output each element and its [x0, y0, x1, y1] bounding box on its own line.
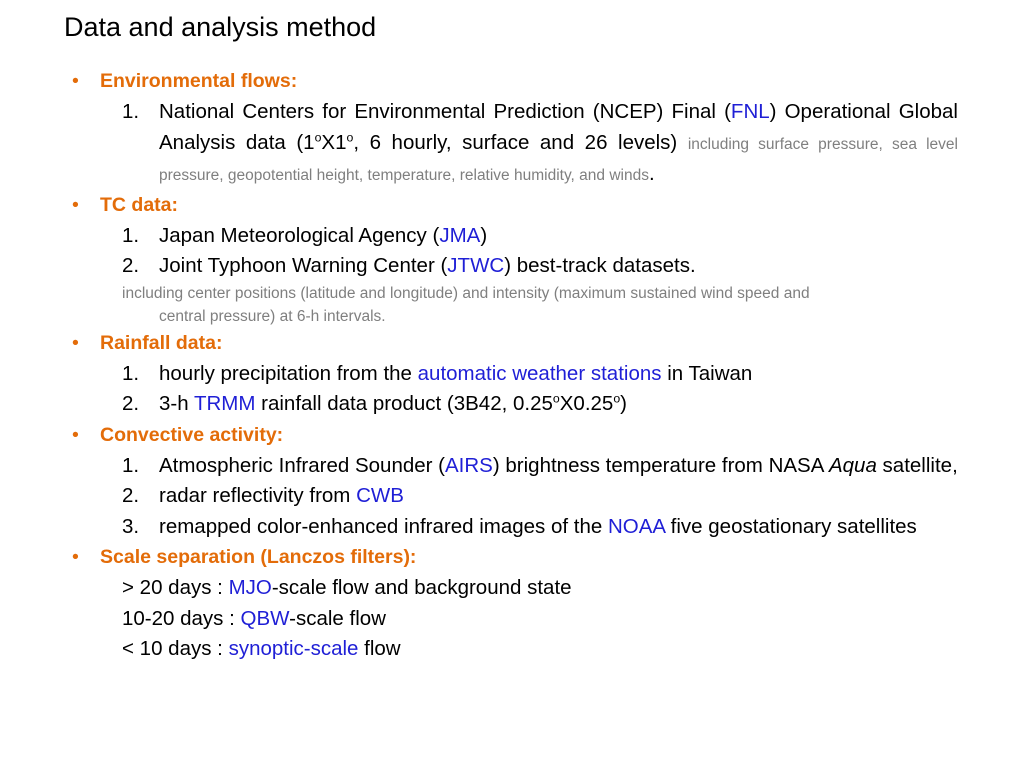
item-text: five geostationary satellites — [664, 514, 917, 538]
note-line: including center positions (latitude and longitude) and intensity (maximum sustained wind speed and — [122, 284, 810, 302]
item-text: ) — [620, 392, 627, 415]
bullet-icon: • — [72, 546, 79, 568]
section-heading-label: Convective activity: — [100, 423, 284, 446]
item-text: Joint Typhoon Warning Center ( — [159, 254, 448, 277]
link-fnl[interactable]: FNL — [730, 100, 770, 123]
item-text: 10-20 days : — [122, 606, 241, 630]
item-text: X0.25 — [559, 392, 614, 415]
item-text: hourly precipitation from the — [159, 361, 418, 385]
item-number: 2. — [122, 484, 140, 507]
slide-title: Data and analysis method — [64, 12, 377, 42]
item-text: X1 — [321, 130, 347, 154]
list-item-cwb — [122, 481, 958, 512]
list-item-ncep-fnl — [122, 97, 958, 190]
link-airs[interactable]: AIRS — [445, 453, 493, 477]
section-heading-label: Environmental flows: — [100, 70, 298, 92]
list-item-jtwc — [122, 251, 958, 282]
item-text: Japan Meteorological Agency ( — [159, 223, 440, 247]
item-text: Atmospheric Infrared Sounder ( — [159, 453, 445, 477]
link-noaa[interactable]: NOAA — [608, 514, 665, 538]
tc-data-note — [122, 282, 958, 328]
link-trmm[interactable]: TRMM — [193, 392, 256, 415]
section-heading-label: TC data: — [100, 193, 178, 216]
link-synoptic-scale[interactable]: synoptic-scale — [228, 637, 359, 660]
item-text: -scale flow — [289, 606, 386, 630]
link-cwb[interactable]: CWB — [356, 484, 404, 507]
item-text: National Centers for Environmental Prediction (NCEP) Final ( — [159, 100, 731, 123]
scale-line-mjo — [122, 573, 958, 604]
degree-superscript: o — [346, 130, 354, 145]
item-text: ) Operational Global Analysis data (1 — [159, 100, 958, 154]
section-heading-rainfall-data — [72, 328, 958, 359]
section-heading-convective-activity — [72, 420, 958, 451]
list-item-airs — [122, 451, 958, 482]
link-jtwc[interactable]: JTWC — [447, 254, 505, 277]
item-text: < 10 days : — [122, 637, 229, 660]
item-text: 3-h — [159, 392, 194, 415]
list-item-aws — [122, 359, 958, 390]
section-heading-environmental-flows — [72, 66, 958, 97]
bullet-icon: • — [72, 193, 79, 216]
item-number: 1. — [122, 100, 140, 123]
degree-superscript: o — [314, 130, 322, 145]
item-number: 2. — [122, 254, 140, 277]
item-number: 2. — [122, 392, 140, 415]
scale-line-qbw — [122, 604, 958, 635]
item-text: -scale flow and background state — [271, 576, 572, 599]
item-text: remapped color-enhanced infrared images of the — [159, 514, 608, 538]
item-text: flow — [358, 637, 401, 660]
item-number: 1. — [122, 453, 140, 477]
item-italic-text: Aqua — [828, 453, 877, 477]
link-automatic-weather-stations[interactable]: automatic weather stations — [417, 361, 662, 385]
link-mjo[interactable]: MJO — [228, 576, 272, 599]
item-text: ) brightness temperature from NASA — [492, 453, 829, 477]
degree-superscript: o — [613, 391, 621, 406]
item-text: rainfall data product (3B42, 0.25 — [255, 392, 553, 415]
list-item-trmm — [122, 389, 958, 420]
degree-superscript: o — [552, 391, 560, 406]
item-text: > 20 days : — [122, 576, 229, 599]
item-text: , 6 hourly, surface and 26 levels) — [353, 130, 678, 154]
item-number: 1. — [122, 223, 140, 247]
link-qbw[interactable]: QBW — [240, 606, 290, 630]
section-heading-scale-separation — [72, 542, 958, 573]
bullet-icon: • — [72, 70, 79, 92]
item-text: radar reflectivity from — [159, 484, 357, 507]
note-line: central pressure) at 6-h intervals. — [159, 307, 386, 325]
bullet-icon: • — [72, 423, 79, 446]
list-item-jma — [122, 221, 958, 252]
section-heading-label: Rainfall data: — [100, 331, 223, 354]
item-note: including surface pressure, sea level pressure, geopotential height, temperature, relative humidity, and winds — [159, 135, 958, 184]
section-heading-label: Scale separation (Lanczos filters): — [100, 546, 417, 568]
scale-line-synoptic — [122, 634, 958, 665]
item-end-punct: . — [648, 161, 655, 185]
bullet-icon: • — [72, 331, 79, 354]
section-heading-tc-data — [72, 190, 958, 221]
item-number: 3. — [122, 514, 140, 538]
list-item-noaa — [122, 512, 958, 543]
slide-content — [68, 66, 958, 665]
link-jma[interactable]: JMA — [439, 223, 481, 247]
item-number: 1. — [122, 361, 140, 385]
item-text: ) best-track datasets. — [504, 254, 696, 277]
item-text: satellite, — [876, 453, 958, 477]
item-text: ) — [480, 223, 488, 247]
item-text: in Taiwan — [661, 361, 753, 385]
